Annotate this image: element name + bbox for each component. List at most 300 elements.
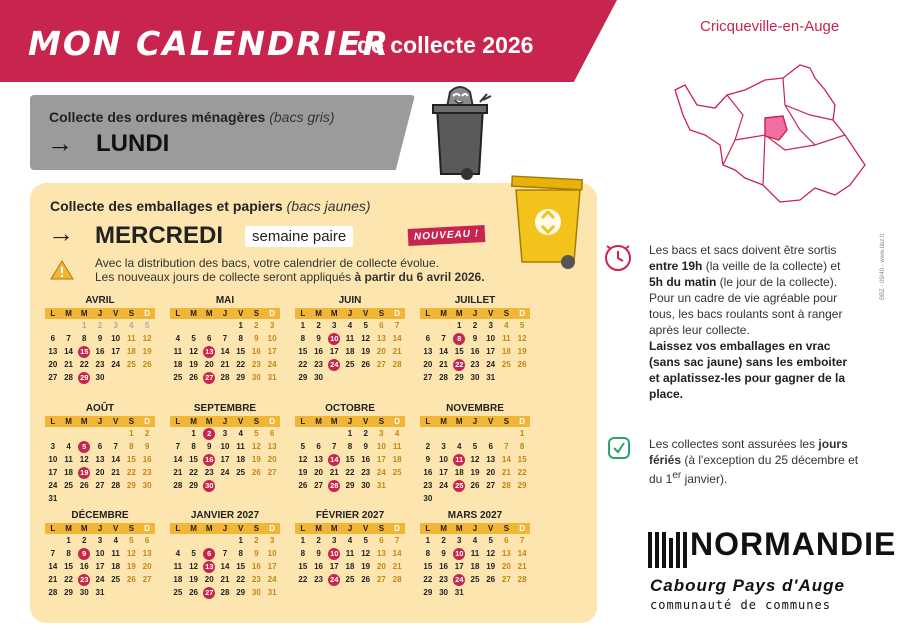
day-cell: 24 xyxy=(330,574,339,584)
weekday-header: M xyxy=(326,523,342,534)
day-cell: 17 xyxy=(95,562,105,571)
weekday-header: V xyxy=(358,308,374,319)
day-cell: 25 xyxy=(392,468,402,477)
month-calendar xyxy=(295,510,405,586)
day-cell: 15 xyxy=(236,562,246,571)
day-cell: 13 xyxy=(95,455,105,464)
day-cell: 2 xyxy=(363,429,368,438)
day-cell: 9 xyxy=(76,547,92,560)
day-cell: 3 xyxy=(113,321,118,330)
day-cell: 26 xyxy=(189,373,198,382)
day-cell: 16 xyxy=(314,347,323,356)
day-cell: 12 xyxy=(189,562,198,571)
weekday-header: V xyxy=(108,523,124,534)
day-cell: 30 xyxy=(470,373,480,382)
weekday-header: V xyxy=(483,308,499,319)
weekday-header: S xyxy=(499,416,515,427)
day-cell: 28 xyxy=(111,481,121,490)
day-cell: 5 xyxy=(300,442,306,451)
gray-bin-content xyxy=(30,95,415,170)
day-cell: 26 xyxy=(298,481,308,490)
month-calendar xyxy=(420,295,530,384)
weekday-header: D xyxy=(139,308,155,319)
day-cell: 29 xyxy=(126,481,136,490)
day-cell: 28 xyxy=(501,481,511,490)
weekday-header: L xyxy=(295,416,311,427)
day-cell: 3 xyxy=(379,429,384,438)
day-cell: 24 xyxy=(486,360,496,369)
day-cell xyxy=(61,492,77,505)
month-name: JUIN xyxy=(338,295,362,306)
day-cell: 27 xyxy=(486,481,496,490)
day-cell: 21 xyxy=(501,468,511,477)
day-cell: 7 xyxy=(222,334,228,343)
day-cell: 28 xyxy=(64,373,73,382)
instr-d: 5h du matin xyxy=(649,275,717,289)
new-badge: NOUVEAU ! xyxy=(408,225,486,246)
day-cell: 14 xyxy=(220,562,230,571)
day-cell: 6 xyxy=(201,547,217,560)
day-cell: 5 xyxy=(191,334,196,343)
weekday-header: L xyxy=(295,523,311,534)
day-cell: 1 xyxy=(425,536,431,545)
day-cell: 26 xyxy=(361,575,371,584)
day-cell: 16 xyxy=(314,562,323,571)
day-cell: 8 xyxy=(451,332,467,345)
day-cell: 31 xyxy=(95,588,105,597)
month-name: JANVIER 2027 xyxy=(190,510,260,521)
day-cell: 13 xyxy=(267,442,277,451)
day-cell: 14 xyxy=(392,334,402,343)
day-cell: 4 xyxy=(347,321,353,330)
day-cell: 11 xyxy=(345,549,355,558)
day-cell: 4 xyxy=(129,321,134,330)
day-cell xyxy=(108,371,124,384)
month-table xyxy=(45,523,155,599)
day-cell: 18 xyxy=(345,347,355,356)
day-cell: 15 xyxy=(126,455,136,464)
day-cell: 12 xyxy=(517,334,527,343)
day-cell: 4 xyxy=(457,442,462,451)
day-cell: 28 xyxy=(48,588,58,597)
month-name: NOVEMBRE xyxy=(446,403,504,414)
month-calendar xyxy=(420,403,530,505)
day-cell: 30 xyxy=(95,373,105,382)
weekday-header: J xyxy=(342,308,358,319)
weekday-header: S xyxy=(249,523,265,534)
day-cell xyxy=(76,427,92,440)
day-cell: 22 xyxy=(236,575,246,584)
day-cell: 7 xyxy=(113,442,118,451)
day-cell: 27 xyxy=(314,481,323,490)
day-cell: 28 xyxy=(392,575,402,584)
day-cell: 2 xyxy=(316,536,321,545)
day-cell: 6 xyxy=(269,429,275,438)
day-cell: 15 xyxy=(80,346,89,356)
day-cell: 17 xyxy=(48,468,58,477)
day-cell: 24 xyxy=(220,468,230,477)
month-calendar xyxy=(295,403,405,492)
day-cell: 11 xyxy=(345,334,355,343)
day-cell: 16 xyxy=(79,562,89,571)
day-cell xyxy=(108,427,124,440)
month-calendar xyxy=(45,403,155,505)
day-cell: 5 xyxy=(191,549,196,558)
day-cell: 29 xyxy=(236,588,246,597)
day-cell: 6 xyxy=(379,536,384,545)
day-cell: 15 xyxy=(454,347,464,356)
day-cell: 20 xyxy=(376,562,386,571)
day-cell: 31 xyxy=(376,481,386,490)
weekday-header: V xyxy=(358,523,374,534)
day-cell: 29 xyxy=(423,588,433,597)
day-cell: 5 xyxy=(488,536,493,545)
day-cell: 27 xyxy=(267,468,277,477)
day-cell: 12 xyxy=(470,455,480,464)
day-cell: 12 xyxy=(142,334,152,343)
day-cell: 7 xyxy=(222,549,228,558)
day-cell: 12 xyxy=(298,455,308,464)
day-cell: 14 xyxy=(173,455,183,464)
day-cell: 11 xyxy=(392,442,402,451)
day-cell: 3 xyxy=(269,536,275,545)
day-cell: 24 xyxy=(455,574,464,584)
day-cell: 29 xyxy=(345,481,355,490)
day-cell: 27 xyxy=(376,575,386,584)
yellow-bin-subtitle: (bacs jaunes) xyxy=(286,198,371,214)
day-cell: 5 xyxy=(363,321,368,330)
day-cell: 12 xyxy=(79,455,89,464)
day-cell: 23 xyxy=(470,360,480,369)
day-cell: 8 xyxy=(82,334,87,343)
month-calendar xyxy=(45,295,155,384)
day-cell xyxy=(295,427,311,440)
day-cell: 10 xyxy=(486,334,496,343)
day-cell xyxy=(264,479,280,492)
day-cell xyxy=(124,492,140,505)
day-cell xyxy=(170,427,186,440)
day-cell: 4 xyxy=(472,536,478,545)
month-table xyxy=(420,523,530,599)
weekday-header: D xyxy=(514,416,530,427)
day-cell xyxy=(61,427,77,440)
day-cell: 19 xyxy=(298,468,308,477)
weekday-header: J xyxy=(92,308,108,319)
day-cell: 28 xyxy=(220,373,230,382)
weekday-header: L xyxy=(45,308,61,319)
warning-icon xyxy=(50,260,74,280)
day-cell: 3 xyxy=(441,442,446,451)
day-cell: 23 xyxy=(251,360,261,369)
day-cell: 1 xyxy=(238,321,243,330)
gray-bin-title-text: Collecte des ordures ménagères xyxy=(49,109,266,125)
day-cell: 10 xyxy=(330,333,339,343)
day-cell: 23 xyxy=(251,575,261,584)
day-cell: 10 xyxy=(111,334,121,343)
day-cell: 23 xyxy=(80,574,89,584)
day-cell xyxy=(420,427,436,440)
month-name: MARS 2027 xyxy=(447,510,503,521)
day-cell: 19 xyxy=(80,467,89,477)
weekday-header: S xyxy=(249,416,265,427)
weekday-header: M xyxy=(436,308,452,319)
note-line-2 xyxy=(95,270,485,284)
day-cell: 5 xyxy=(363,536,368,545)
day-cell: 1 xyxy=(457,321,462,330)
day-cell: 16 xyxy=(142,455,152,464)
weekday-header: M xyxy=(76,308,92,319)
day-cell: 5 xyxy=(254,429,259,438)
day-cell: 28 xyxy=(392,360,402,369)
yellow-bin-title xyxy=(50,198,371,214)
day-cell: 13 xyxy=(142,549,152,558)
day-cell: 7 xyxy=(519,536,525,545)
day-cell xyxy=(45,534,61,547)
day-cell: 28 xyxy=(173,481,183,490)
month-name: OCTOBRE xyxy=(325,403,375,414)
day-cell: 30 xyxy=(423,494,433,503)
day-cell: 25 xyxy=(455,480,464,490)
day-cell: 10 xyxy=(455,548,464,558)
weekday-header: D xyxy=(389,416,405,427)
day-cell: 8 xyxy=(300,549,306,558)
day-cell xyxy=(233,479,249,492)
day-cell xyxy=(92,492,108,505)
day-cell: 14 xyxy=(48,562,58,571)
day-cell: 15 xyxy=(517,455,527,464)
month-name: FÉVRIER 2027 xyxy=(315,510,385,521)
day-cell: 18 xyxy=(501,347,511,356)
day-cell: 6 xyxy=(316,442,321,451)
weekday-header: J xyxy=(467,416,483,427)
day-cell: 18 xyxy=(236,455,246,464)
day-cell: 6 xyxy=(425,334,431,343)
weekday-header: L xyxy=(420,308,436,319)
day-cell xyxy=(467,427,483,440)
day-cell: 29 xyxy=(189,481,198,490)
month-calendar xyxy=(295,295,405,384)
day-cell: 3 xyxy=(269,321,275,330)
day-cell: 6 xyxy=(97,442,103,451)
day-cell: 8 xyxy=(238,549,243,558)
day-cell: 8 xyxy=(238,334,243,343)
day-cell: 14 xyxy=(439,347,448,356)
day-cell: 31 xyxy=(486,373,496,382)
day-cell: 13 xyxy=(486,455,496,464)
arrow-icon: → xyxy=(47,128,73,158)
day-cell: 3 xyxy=(222,429,228,438)
day-cell: 15 xyxy=(64,562,73,571)
weekday-header: D xyxy=(264,416,280,427)
commune-name: Cricqueville-en-Auge xyxy=(700,18,840,35)
day-cell xyxy=(217,319,233,332)
day-cell: 3 xyxy=(50,442,56,451)
weekday-header: S xyxy=(124,416,140,427)
day-cell: 22 xyxy=(455,359,464,369)
weekday-header: S xyxy=(124,523,140,534)
day-cell: 5 xyxy=(519,321,525,330)
day-cell: 23 xyxy=(204,468,214,477)
weekday-header: L xyxy=(170,523,186,534)
month-table xyxy=(170,308,280,384)
weekday-header: V xyxy=(108,308,124,319)
day-cell: 6 xyxy=(144,536,150,545)
weekday-header: L xyxy=(170,416,186,427)
month-calendar xyxy=(420,510,530,599)
day-cell: 31 xyxy=(48,494,58,503)
day-cell: 17 xyxy=(376,455,386,464)
day-cell: 17 xyxy=(267,562,277,571)
day-cell: 27 xyxy=(376,360,386,369)
day-cell: 16 xyxy=(251,347,261,356)
day-cell: 1 xyxy=(300,536,306,545)
month-name: AVRIL xyxy=(85,295,115,306)
day-cell: 30 xyxy=(205,480,214,490)
day-cell: 27 xyxy=(95,481,105,490)
day-cell: 31 xyxy=(267,588,277,597)
day-cell: 26 xyxy=(79,481,89,490)
day-cell: 8 xyxy=(425,549,431,558)
day-cell: 22 xyxy=(79,360,89,369)
day-cell: 3 xyxy=(488,321,493,330)
day-cell: 11 xyxy=(236,442,245,451)
month-table xyxy=(295,523,405,586)
day-cell: 17 xyxy=(439,468,448,477)
weekday-header: V xyxy=(483,523,499,534)
day-cell: 7 xyxy=(504,442,509,451)
day-cell: 10 xyxy=(267,334,277,343)
day-cell: 25 xyxy=(173,373,183,382)
day-cell: 19 xyxy=(361,347,371,356)
day-cell: 19 xyxy=(251,455,261,464)
day-cell xyxy=(483,427,499,440)
day-cell: 14 xyxy=(330,454,339,464)
day-cell: 19 xyxy=(189,575,198,584)
day-cell: 26 xyxy=(142,360,152,369)
weekday-header: M xyxy=(311,308,327,319)
day-cell: 14 xyxy=(111,455,121,464)
day-cell: 11 xyxy=(173,562,183,571)
day-cell xyxy=(61,319,77,332)
day-cell: 6 xyxy=(488,442,493,451)
day-cell: 12 xyxy=(361,334,371,343)
day-cell xyxy=(514,371,530,384)
yellow-bin-icon xyxy=(508,172,593,272)
day-cell xyxy=(374,371,390,384)
day-cell xyxy=(342,371,358,384)
day-cell: 30 xyxy=(314,373,323,382)
day-cell: 4 xyxy=(347,536,353,545)
day-cell xyxy=(124,371,140,384)
day-cell: 17 xyxy=(220,455,230,464)
day-cell xyxy=(186,319,202,332)
day-cell: 16 xyxy=(95,347,105,356)
day-cell: 4 xyxy=(504,321,509,330)
day-cell: 3 xyxy=(332,321,337,330)
month-calendar xyxy=(45,510,155,599)
weekday-header: S xyxy=(374,523,390,534)
day-cell: 24 xyxy=(439,481,448,490)
day-cell: 21 xyxy=(392,562,402,571)
day-cell: 24 xyxy=(111,360,121,369)
note-line-1: Avec la distribution des bacs, votre calendrier de collecte évolue. xyxy=(95,256,439,270)
weekday-header: V xyxy=(233,416,249,427)
day-cell: 7 xyxy=(394,321,400,330)
day-cell xyxy=(186,534,202,547)
day-cell: 13 xyxy=(205,561,214,571)
day-cell: 16 xyxy=(205,454,214,464)
day-cell xyxy=(358,371,374,384)
day-cell: 26 xyxy=(361,360,371,369)
day-cell xyxy=(483,492,499,505)
day-cell: 29 xyxy=(80,372,89,382)
weekday-header: J xyxy=(217,416,233,427)
day-cell: 10 xyxy=(95,549,105,558)
day-cell: 12 xyxy=(189,347,198,356)
day-cell: 15 xyxy=(189,455,198,464)
weekday-header: M xyxy=(76,416,92,427)
weekday-header: L xyxy=(295,308,311,319)
day-cell: 20 xyxy=(376,347,386,356)
month-name: DÉCEMBRE xyxy=(71,510,129,521)
day-cell: 9 xyxy=(254,549,259,558)
weekday-header: D xyxy=(389,523,405,534)
weekday-header: D xyxy=(139,416,155,427)
day-cell: 26 xyxy=(251,468,261,477)
month-name: AOÛT xyxy=(85,403,115,414)
weekday-header: S xyxy=(374,416,390,427)
month-name: JUILLET xyxy=(454,295,496,306)
day-cell xyxy=(499,586,515,599)
day-cell xyxy=(170,534,186,547)
day-cell xyxy=(108,492,124,505)
day-cell: 20 xyxy=(204,360,214,369)
weekday-header: D xyxy=(139,523,155,534)
day-cell: 6 xyxy=(50,334,56,343)
day-cell: 3 xyxy=(97,536,103,545)
day-cell: 2 xyxy=(201,427,217,440)
day-cell: 1 xyxy=(347,429,353,438)
day-cell: 5 xyxy=(144,321,150,330)
weekday-header: M xyxy=(186,523,202,534)
day-cell: 30 xyxy=(361,481,371,490)
hol-a: Les collectes sont assurées les xyxy=(649,437,819,451)
day-cell: 22 xyxy=(64,575,73,584)
day-cell: 14 xyxy=(64,347,73,356)
gray-bin-subtitle: (bacs gris) xyxy=(269,109,335,125)
day-cell xyxy=(311,427,327,440)
day-cell: 10 xyxy=(48,455,58,464)
day-cell xyxy=(139,586,155,599)
weekday-header: L xyxy=(45,416,61,427)
day-cell: 26 xyxy=(126,575,136,584)
day-cell xyxy=(467,586,483,599)
day-cell: 24 xyxy=(330,359,339,369)
day-cell: 15 xyxy=(423,562,433,571)
day-cell: 16 xyxy=(251,562,261,571)
day-cell xyxy=(201,319,217,332)
page-title: MON CALENDRIER xyxy=(28,24,390,63)
weekday-header: M xyxy=(436,416,452,427)
day-cell: 20 xyxy=(48,360,58,369)
month-calendar xyxy=(170,403,280,492)
weekday-header: D xyxy=(514,523,530,534)
day-cell: 26 xyxy=(486,575,496,584)
day-cell xyxy=(499,427,515,440)
day-cell: 5 xyxy=(129,536,134,545)
day-cell xyxy=(170,319,186,332)
day-cell: 21 xyxy=(220,360,230,369)
